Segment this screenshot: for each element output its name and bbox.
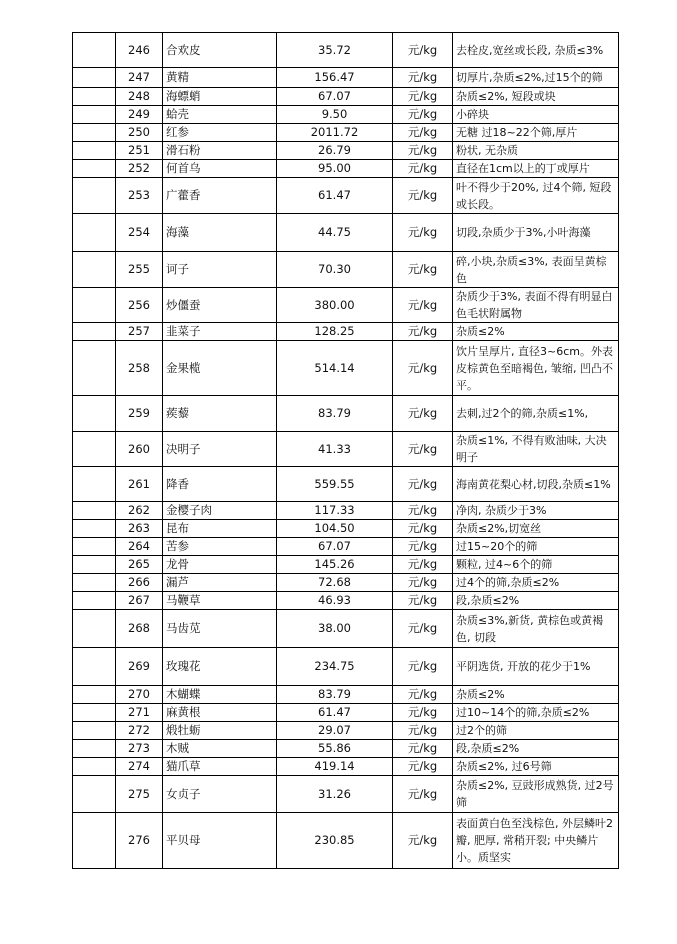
price-value: 55.86	[277, 740, 393, 758]
spec-note: 杂质少于3%, 表面不得有明显白色毛状附属物	[453, 288, 619, 323]
row-number: 264	[116, 538, 163, 556]
price-table	[72, 32, 619, 869]
spec-note: 饮片呈厚片, 直径3~6cm。外表皮棕黄色至暗褐色, 皱缩, 凹凸不平。	[453, 341, 619, 396]
blank-cell	[73, 776, 116, 813]
price-unit: 元/kg	[393, 467, 453, 502]
table-row	[73, 467, 619, 502]
price-value: 41.33	[277, 432, 393, 467]
price-unit: 元/kg	[393, 396, 453, 432]
table-row	[73, 33, 619, 68]
table-row	[73, 758, 619, 776]
herb-name: 黄精	[163, 68, 277, 88]
row-number: 271	[116, 704, 163, 722]
spec-note: 段,杂质≤2%	[453, 740, 619, 758]
herb-name: 决明子	[163, 432, 277, 467]
herb-name: 玫瑰花	[163, 648, 277, 686]
price-unit: 元/kg	[393, 722, 453, 740]
price-value: 70.30	[277, 252, 393, 288]
row-number: 274	[116, 758, 163, 776]
spec-note: 杂质≤2%, 短段或块	[453, 88, 619, 106]
herb-name: 红参	[163, 124, 277, 142]
table-row	[73, 68, 619, 88]
row-number: 275	[116, 776, 163, 813]
spec-note: 过10~14个的筛,杂质≤2%	[453, 704, 619, 722]
spec-note: 杂质≤2%,切宽丝	[453, 520, 619, 538]
blank-cell	[73, 648, 116, 686]
table-row	[73, 592, 619, 610]
table-row	[73, 252, 619, 288]
price-value: 38.00	[277, 610, 393, 648]
price-unit: 元/kg	[393, 33, 453, 68]
row-number: 263	[116, 520, 163, 538]
price-value: 31.26	[277, 776, 393, 813]
blank-cell	[73, 68, 116, 88]
price-unit: 元/kg	[393, 574, 453, 592]
spec-note: 直径在1cm以上的丁或厚片	[453, 160, 619, 178]
price-value: 104.50	[277, 520, 393, 538]
herb-name: 合欢皮	[163, 33, 277, 68]
blank-cell	[73, 160, 116, 178]
price-value: 46.93	[277, 592, 393, 610]
price-unit: 元/kg	[393, 432, 453, 467]
table-row	[73, 160, 619, 178]
blank-cell	[73, 722, 116, 740]
table-row	[73, 88, 619, 106]
price-unit: 元/kg	[393, 214, 453, 252]
table-row	[73, 396, 619, 432]
herb-name: 木蝴蝶	[163, 686, 277, 704]
spec-note: 净肉, 杂质少于3%	[453, 502, 619, 520]
spec-note: 表面黄白色至浅棕色, 外层鳞叶2瓣, 肥厚, 常稍开裂; 中央鳞片小。质坚实	[453, 813, 619, 869]
row-number: 273	[116, 740, 163, 758]
price-unit: 元/kg	[393, 502, 453, 520]
spec-note: 去栓皮,宽丝或长段, 杂质≤3%	[453, 33, 619, 68]
price-unit: 元/kg	[393, 648, 453, 686]
row-number: 252	[116, 160, 163, 178]
blank-cell	[73, 252, 116, 288]
table-row	[73, 520, 619, 538]
blank-cell	[73, 124, 116, 142]
row-number: 250	[116, 124, 163, 142]
price-unit: 元/kg	[393, 252, 453, 288]
herb-name: 何首乌	[163, 160, 277, 178]
herb-name: 蒺藜	[163, 396, 277, 432]
spec-note: 过4个的筛,杂质≤2%	[453, 574, 619, 592]
spec-note: 过15~20个的筛	[453, 538, 619, 556]
price-unit: 元/kg	[393, 160, 453, 178]
spec-note: 海南黄花梨心材,切段,杂质≤1%	[453, 467, 619, 502]
blank-cell	[73, 740, 116, 758]
price-value: 514.14	[277, 341, 393, 396]
herb-name: 滑石粉	[163, 142, 277, 160]
spec-note: 粉状, 无杂质	[453, 142, 619, 160]
price-value: 145.26	[277, 556, 393, 574]
row-number: 260	[116, 432, 163, 467]
spec-note: 切厚片,杂质≤2%,过15个的筛	[453, 68, 619, 88]
spec-note: 过2个的筛	[453, 722, 619, 740]
herb-name: 金樱子肉	[163, 502, 277, 520]
price-unit: 元/kg	[393, 341, 453, 396]
spec-note: 杂质≤2%, 豆豉形成熟货, 过2号筛	[453, 776, 619, 813]
herb-name: 蛤壳	[163, 106, 277, 124]
row-number: 261	[116, 467, 163, 502]
blank-cell	[73, 396, 116, 432]
spec-note: 杂质≤2%	[453, 686, 619, 704]
price-value: 2011.72	[277, 124, 393, 142]
price-value: 83.79	[277, 396, 393, 432]
table-row	[73, 214, 619, 252]
spec-note: 杂质≤2%, 过6号筛	[453, 758, 619, 776]
row-number: 255	[116, 252, 163, 288]
price-value: 35.72	[277, 33, 393, 68]
price-unit: 元/kg	[393, 592, 453, 610]
price-value: 117.33	[277, 502, 393, 520]
table-row	[73, 610, 619, 648]
price-value: 61.47	[277, 178, 393, 214]
herb-name: 平贝母	[163, 813, 277, 869]
spec-note: 切段,杂质少于3%,小叶海藻	[453, 214, 619, 252]
herb-name: 海螵蛸	[163, 88, 277, 106]
spec-note: 杂质≤1%, 不得有败油味, 大决明子	[453, 432, 619, 467]
price-value: 234.75	[277, 648, 393, 686]
row-number: 251	[116, 142, 163, 160]
price-value: 230.85	[277, 813, 393, 869]
price-unit: 元/kg	[393, 323, 453, 341]
blank-cell	[73, 106, 116, 124]
herb-name: 苦参	[163, 538, 277, 556]
spec-note: 小碎块	[453, 106, 619, 124]
blank-cell	[73, 592, 116, 610]
price-unit: 元/kg	[393, 178, 453, 214]
price-unit: 元/kg	[393, 288, 453, 323]
blank-cell	[73, 467, 116, 502]
table-row	[73, 142, 619, 160]
herb-name: 麻黄根	[163, 704, 277, 722]
row-number: 266	[116, 574, 163, 592]
price-unit: 元/kg	[393, 758, 453, 776]
price-unit: 元/kg	[393, 556, 453, 574]
herb-name: 昆布	[163, 520, 277, 538]
row-number: 254	[116, 214, 163, 252]
herb-name: 漏芦	[163, 574, 277, 592]
row-number: 246	[116, 33, 163, 68]
price-value: 67.07	[277, 88, 393, 106]
table-row	[73, 538, 619, 556]
price-unit: 元/kg	[393, 538, 453, 556]
spec-note: 碎,小块,杂质≤3%, 表面呈黄棕色	[453, 252, 619, 288]
table-row	[73, 341, 619, 396]
herb-name: 女贞子	[163, 776, 277, 813]
row-number: 256	[116, 288, 163, 323]
price-unit: 元/kg	[393, 776, 453, 813]
row-number: 262	[116, 502, 163, 520]
price-value: 61.47	[277, 704, 393, 722]
blank-cell	[73, 142, 116, 160]
price-value: 67.07	[277, 538, 393, 556]
blank-cell	[73, 502, 116, 520]
price-unit: 元/kg	[393, 106, 453, 124]
row-number: 257	[116, 323, 163, 341]
row-number: 268	[116, 610, 163, 648]
price-value: 419.14	[277, 758, 393, 776]
blank-cell	[73, 432, 116, 467]
table-row	[73, 704, 619, 722]
table-row	[73, 556, 619, 574]
blank-cell	[73, 610, 116, 648]
herb-name: 木贼	[163, 740, 277, 758]
price-value: 83.79	[277, 686, 393, 704]
row-number: 269	[116, 648, 163, 686]
blank-cell	[73, 686, 116, 704]
price-value: 380.00	[277, 288, 393, 323]
herb-name: 金果榄	[163, 341, 277, 396]
price-value: 559.55	[277, 467, 393, 502]
price-unit: 元/kg	[393, 68, 453, 88]
spec-note: 杂质≤3%,新货, 黄棕色或黄褐色, 切段	[453, 610, 619, 648]
price-value: 72.68	[277, 574, 393, 592]
herb-name: 猫爪草	[163, 758, 277, 776]
spec-note: 平阴选货, 开放的花少于1%	[453, 648, 619, 686]
table-row	[73, 686, 619, 704]
row-number: 259	[116, 396, 163, 432]
spec-note: 去刺,过2个的筛,杂质≤1%,	[453, 396, 619, 432]
table-row	[73, 574, 619, 592]
row-number: 272	[116, 722, 163, 740]
spec-note: 杂质≤2%	[453, 323, 619, 341]
price-unit: 元/kg	[393, 124, 453, 142]
blank-cell	[73, 556, 116, 574]
herb-name: 煅牡蛎	[163, 722, 277, 740]
row-number: 253	[116, 178, 163, 214]
spec-note: 段,杂质≤2%	[453, 592, 619, 610]
price-unit: 元/kg	[393, 142, 453, 160]
price-value: 29.07	[277, 722, 393, 740]
herb-name: 炒僵蚕	[163, 288, 277, 323]
row-number: 276	[116, 813, 163, 869]
herb-name: 诃子	[163, 252, 277, 288]
price-unit: 元/kg	[393, 704, 453, 722]
table-row	[73, 722, 619, 740]
row-number: 247	[116, 68, 163, 88]
herb-name: 海藻	[163, 214, 277, 252]
table-row	[73, 502, 619, 520]
row-number: 249	[116, 106, 163, 124]
herb-name: 龙骨	[163, 556, 277, 574]
blank-cell	[73, 704, 116, 722]
table-row	[73, 776, 619, 813]
table-row	[73, 124, 619, 142]
table-row	[73, 648, 619, 686]
row-number: 248	[116, 88, 163, 106]
price-unit: 元/kg	[393, 88, 453, 106]
price-unit: 元/kg	[393, 610, 453, 648]
herb-name: 马齿苋	[163, 610, 277, 648]
price-unit: 元/kg	[393, 520, 453, 538]
blank-cell	[73, 288, 116, 323]
table-row	[73, 813, 619, 869]
price-unit: 元/kg	[393, 740, 453, 758]
spec-note: 无糖 过18~22个筛,厚片	[453, 124, 619, 142]
price-value: 156.47	[277, 68, 393, 88]
blank-cell	[73, 214, 116, 252]
blank-cell	[73, 574, 116, 592]
herb-name: 广藿香	[163, 178, 277, 214]
blank-cell	[73, 341, 116, 396]
table-row	[73, 432, 619, 467]
herb-name: 韭菜子	[163, 323, 277, 341]
price-value: 95.00	[277, 160, 393, 178]
table-row	[73, 178, 619, 214]
row-number: 270	[116, 686, 163, 704]
herb-name: 马鞭草	[163, 592, 277, 610]
price-value: 44.75	[277, 214, 393, 252]
row-number: 258	[116, 341, 163, 396]
blank-cell	[73, 178, 116, 214]
blank-cell	[73, 323, 116, 341]
spec-note: 叶不得少于20%, 过4个筛, 短段或长段。	[453, 178, 619, 214]
blank-cell	[73, 33, 116, 68]
price-value: 128.25	[277, 323, 393, 341]
price-table-body	[73, 33, 619, 869]
table-row	[73, 106, 619, 124]
row-number: 267	[116, 592, 163, 610]
price-value: 26.79	[277, 142, 393, 160]
table-row	[73, 323, 619, 341]
row-number: 265	[116, 556, 163, 574]
blank-cell	[73, 520, 116, 538]
price-unit: 元/kg	[393, 813, 453, 869]
price-unit: 元/kg	[393, 686, 453, 704]
table-row	[73, 740, 619, 758]
table-row	[73, 288, 619, 323]
price-value: 9.50	[277, 106, 393, 124]
blank-cell	[73, 813, 116, 869]
blank-cell	[73, 538, 116, 556]
spec-note: 颗粒, 过4~6个的筛	[453, 556, 619, 574]
blank-cell	[73, 758, 116, 776]
herb-name: 降香	[163, 467, 277, 502]
blank-cell	[73, 88, 116, 106]
